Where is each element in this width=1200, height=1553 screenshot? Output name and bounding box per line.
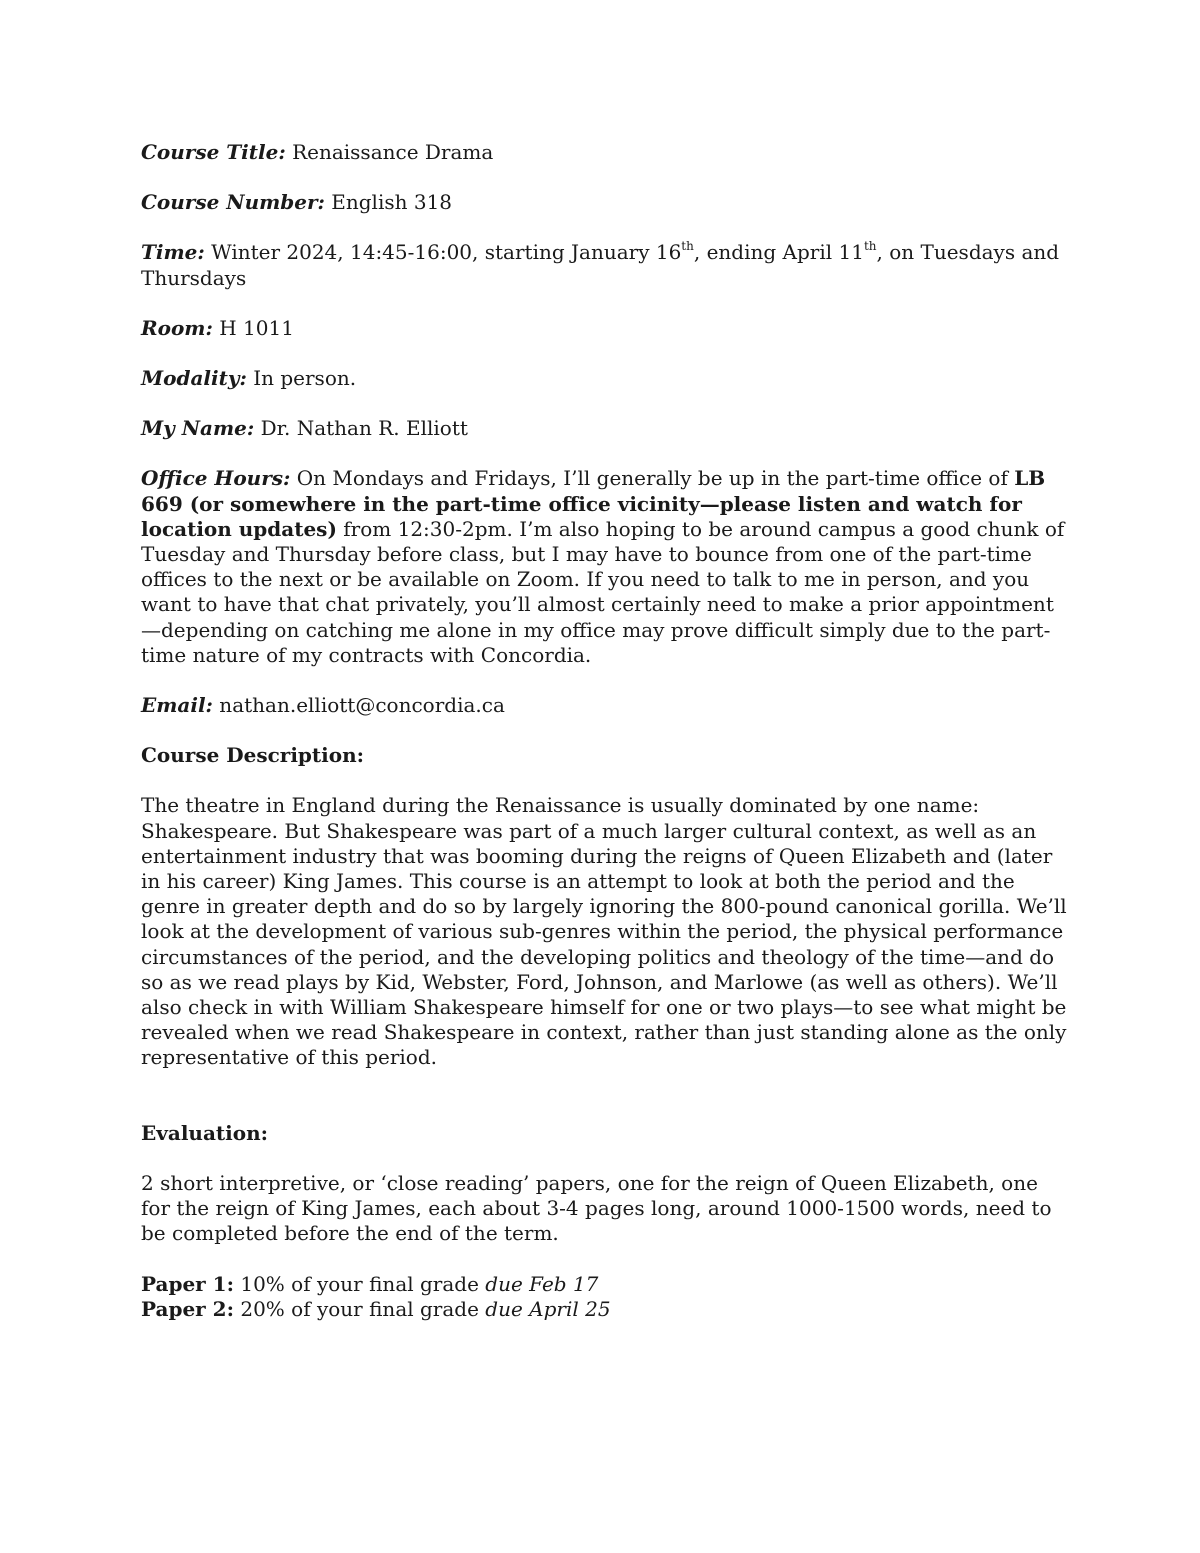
course-description-body: The theatre in England during the Renaissance is usually dominated by one name: Shakespeare. But Shakespeare was part of a much larger cultural context, as well as an entertainment industry that was booming during the reigns of Queen Elizabeth and (later in his career) King James. This course is an attempt to look at both the period and the genre in greater depth and do so by largely ignoring the 800-pound canonical gorilla. We’ll look at the development of various sub-genres within the period, the physical performance circumstances of the period, and the developing politics and theology of the time—and do so as we read plays by Kid, Webster, Ford, Johnson, and Marlowe (as well as others). We’ll also check in with William Shakespeare himself for one or two plays—to see what might be revealed when we read Shakespeare in context, rather than just standing alone as the only representative of this period. <box>141 793 1067 1070</box>
email-field <box>141 693 1071 718</box>
email-value: nathan.elliott@concordia.ca <box>212 693 505 718</box>
office-hours-label: Office Hours: <box>141 466 291 491</box>
paper-2-due: due April 25 <box>485 1296 611 1321</box>
room-field <box>141 316 1071 341</box>
office-hours-text-1: On Mondays and Fridays, I’ll generally be up in the part-time office of <box>290 466 1015 491</box>
paper-2-label: Paper 2 <box>141 1296 227 1321</box>
office-hours-field <box>141 466 1071 668</box>
paper-1-label: Paper 1 <box>141 1271 227 1296</box>
modality-label: Modality: <box>141 366 247 391</box>
room-label: Room: <box>141 315 213 340</box>
paper-1-colon: : <box>226 1271 234 1296</box>
course-title-field <box>141 140 1071 165</box>
time-value-part1: Winter 2024, 14:45-16:00, starting January 16 <box>204 240 682 265</box>
evaluation-body: 2 short interpretive, or ‘close reading’ papers, one for the reign of Queen Elizabeth, one for the reign of King James, each about 3-4 pages long, around 1000-1500 words, need to be completed before the end of the term. <box>141 1170 1052 1246</box>
paper-1-line <box>141 1272 1071 1297</box>
course-number-field <box>141 190 1071 215</box>
modality-field <box>141 366 1071 391</box>
office-hours-location: LB 669 (or somewhere in the part-time office vicinity—please listen and watch for location updates) <box>141 466 1046 541</box>
time-value-part2: , ending April 11 <box>693 240 864 265</box>
course-number-label: Course Number: <box>141 190 325 215</box>
instructor-name-field <box>141 416 1071 441</box>
course-description-heading: Course Description: <box>141 743 365 768</box>
time-value-part3: , on Tuesdays and Thursdays <box>141 240 1060 290</box>
time-label: Time: <box>141 240 205 265</box>
room-value: H 1011 <box>212 315 294 340</box>
course-title-value: Renaissance Drama <box>285 140 494 164</box>
paper-2-line <box>141 1297 1071 1322</box>
paper-2-weight: 20% of your final grade <box>233 1296 486 1321</box>
instructor-name-value: Dr. Nathan R. Elliott <box>254 416 468 441</box>
syllabus-document <box>141 140 1071 1322</box>
instructor-name-label: My Name: <box>141 416 255 441</box>
course-title-label: Course Title: <box>141 140 286 164</box>
email-label: Email: <box>141 693 213 718</box>
course-number-value: English 318 <box>324 190 453 215</box>
time-superscript-1: th <box>681 238 694 253</box>
modality-value: In person. <box>246 366 357 391</box>
time-superscript-2: th <box>863 238 877 253</box>
office-hours-text-2: from 12:30-2pm. I’m also hoping to be around campus a good chunk of Tuesday and Thursday before class, but I may have to bounce from one of the part-time offices to the next or be available on Zoom. If you need to talk to me in person, and you want to have that chat privately, you’ll almost certainly need to make a prior appointment—depending on catching me alone in my office may prove difficult simply due to the part-time nature of my contracts with Concordia. <box>141 516 1065 667</box>
paper-1-weight: 10% of your final grade <box>233 1271 486 1296</box>
paper-2-colon: : <box>226 1296 234 1321</box>
time-field <box>141 240 1071 290</box>
evaluation-heading: Evaluation: <box>141 1120 269 1145</box>
paper-1-due: due Feb 17 <box>485 1271 599 1296</box>
spacer <box>141 1096 1071 1121</box>
